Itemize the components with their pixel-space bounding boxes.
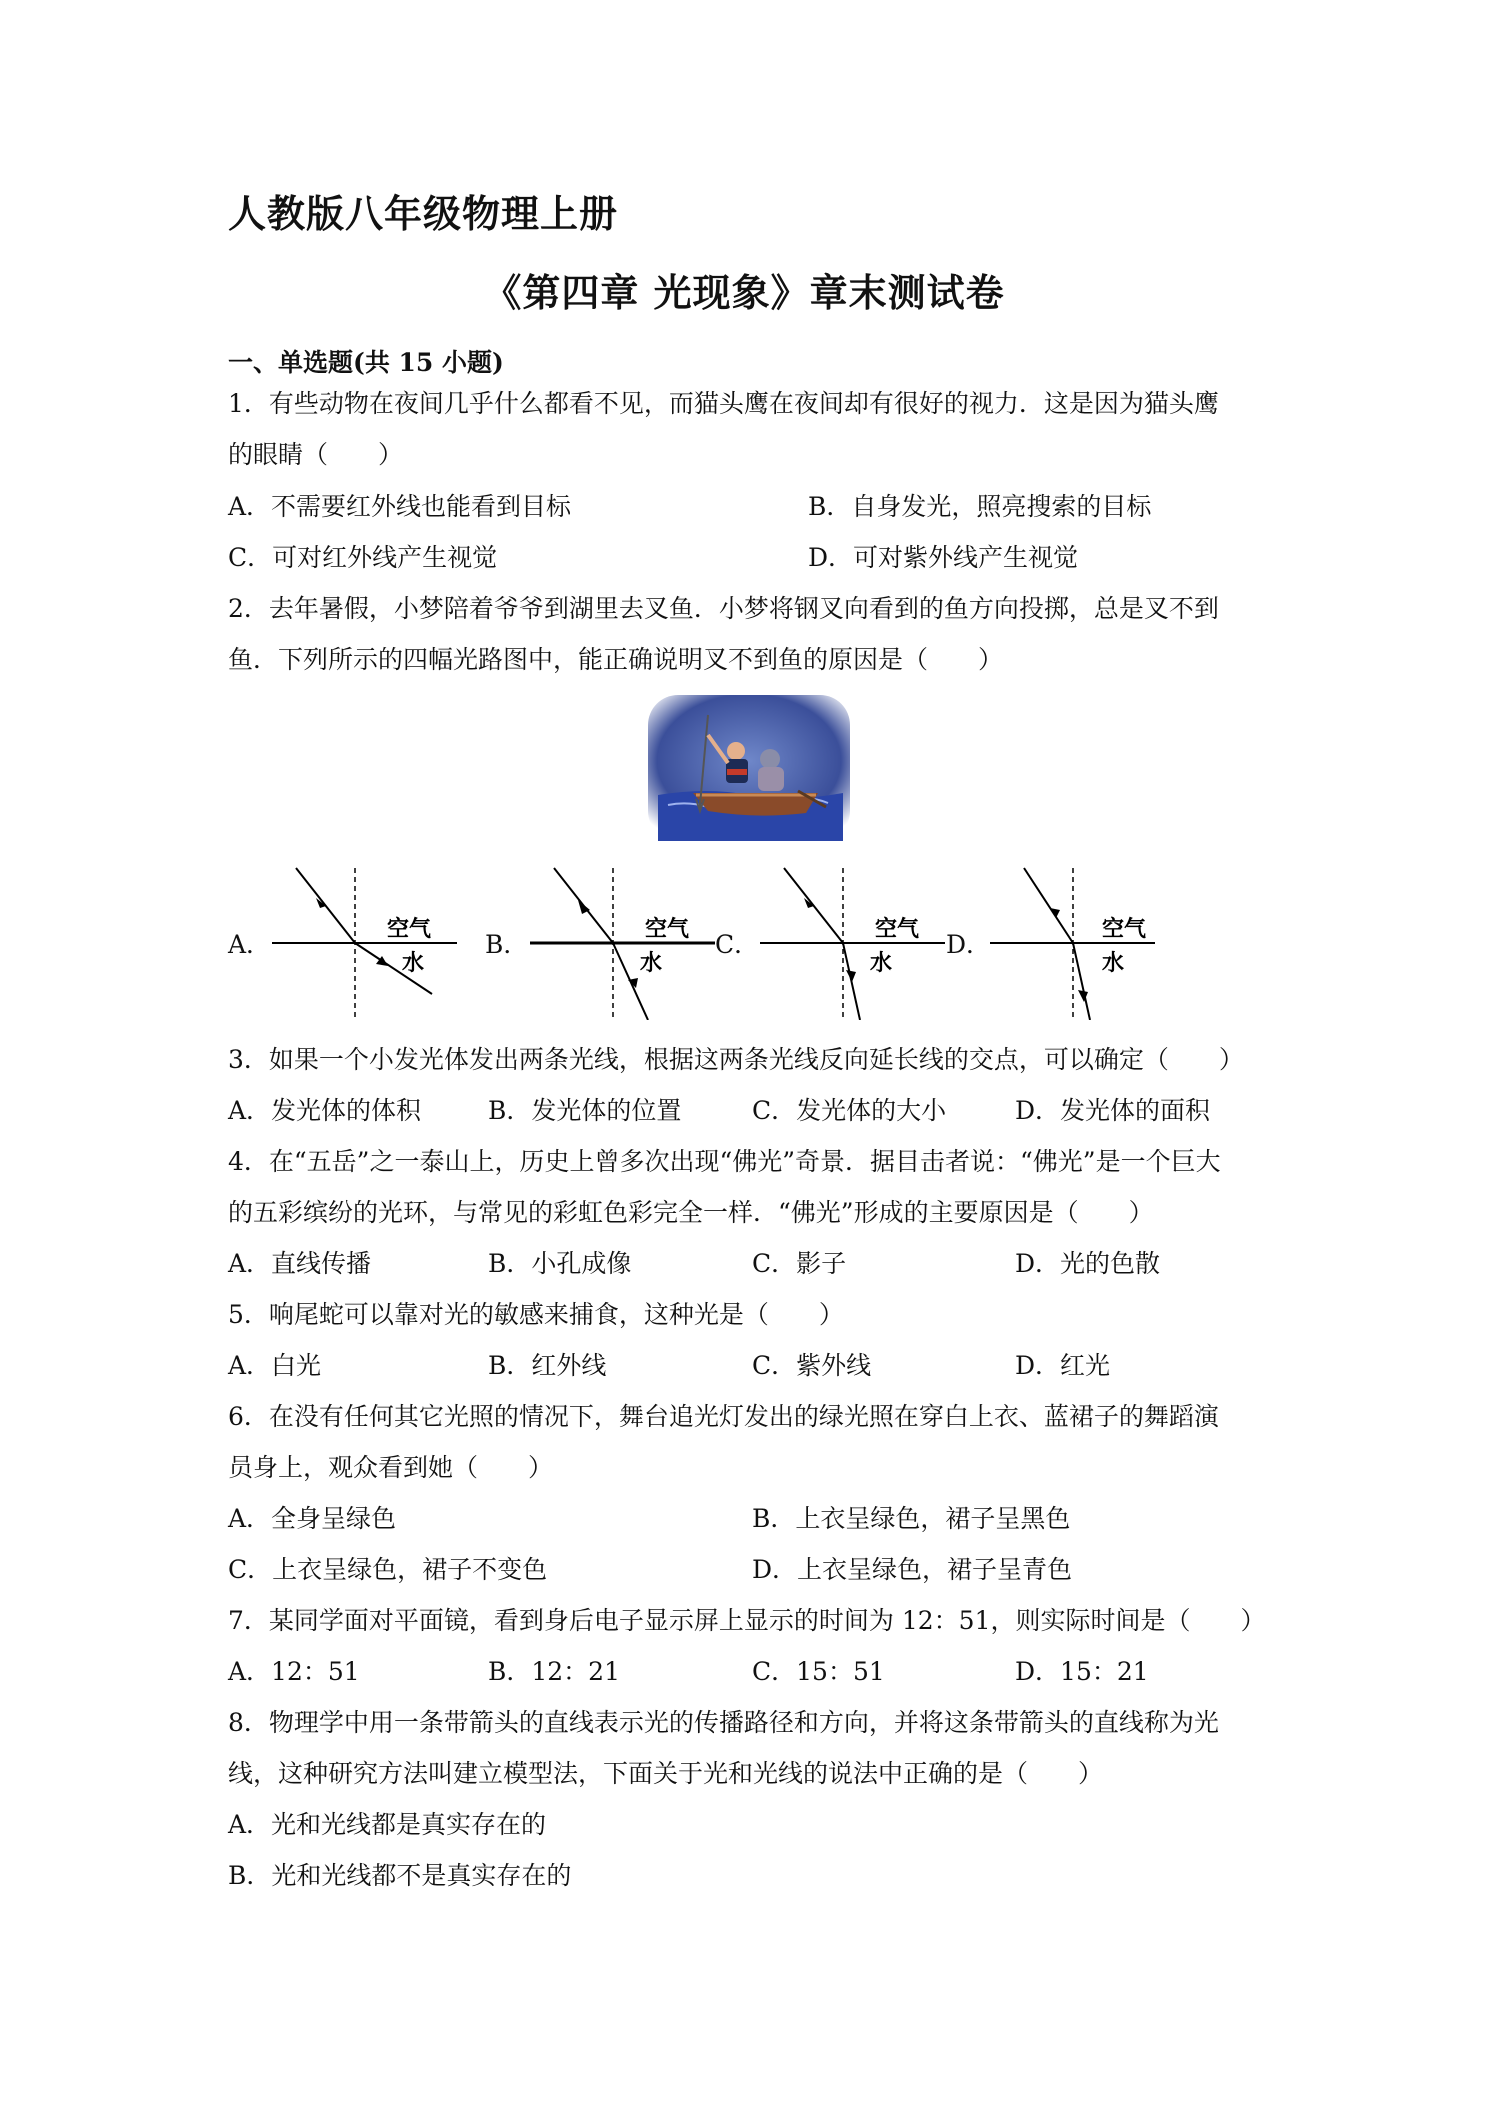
q5-text-line1: 5．响尾蛇可以靠对光的敏感来捕食，这种光是（ ） — [228, 1300, 844, 1329]
q6-text-line1: 6．在没有任何其它光照的情况下，舞台追光灯发出的绿光照在穿白上衣、蓝裙子的舞蹈演 — [228, 1402, 1219, 1431]
document-title: 人教版八年级物理上册 — [228, 192, 619, 236]
q2-diagram-a-air-label: 空气 — [387, 917, 432, 942]
q2-diagram-b-water-label: 水 — [640, 951, 663, 976]
q2-diagram-c — [760, 860, 960, 1020]
q2-diagram-c-water-label: 水 — [870, 951, 893, 976]
q2-diagram-label-b: B． — [485, 930, 529, 959]
q2-text-line1: 2．去年暑假，小梦陪着爷爷到湖里去叉鱼．小梦将钢叉向看到的鱼方向投掷，总是叉不到 — [228, 594, 1219, 623]
q3-option-b: B．发光体的位置 — [488, 1096, 682, 1125]
q7-option-a: A．12：51 — [228, 1657, 360, 1686]
q8-text-line2: 线，这种研究方法叫建立模型法，下面关于光和光线的说法中正确的是（ ） — [228, 1759, 1104, 1788]
q1-option-b: B．自身发光，照亮搜索的目标 — [808, 492, 1152, 521]
q2-diagram-d-water-label: 水 — [1102, 951, 1125, 976]
q7-text-line1: 7．某同学面对平面镜，看到身后电子显示屏上显示的时间为 12：51，则实际时间是（ ） — [228, 1606, 1266, 1635]
q6-text-line2: 员身上，观众看到她（ ） — [228, 1453, 554, 1482]
q7-option-b: B．12：21 — [488, 1657, 620, 1686]
q4-option-a: A．直线传播 — [228, 1249, 372, 1278]
q4-text-line1: 4．在“五岳”之一泰山上，历史上曾多次出现“佛光”奇景．据目击者说：“佛光”是一个巨大 — [228, 1147, 1221, 1176]
q6-option-d: D．上衣呈绿色，裙子呈青色 — [752, 1555, 1073, 1584]
q2-diagram-label-d: D． — [946, 930, 992, 959]
q2-diagram-a-water-label: 水 — [402, 951, 425, 976]
q6-option-a: A．全身呈绿色 — [228, 1504, 397, 1533]
q8-option-a: A．光和光线都是真实存在的 — [228, 1810, 547, 1839]
q2-diagram-label-a: A． — [228, 930, 272, 959]
q2-diagram-c-air-label: 空气 — [875, 917, 920, 942]
q2-diagram-d — [990, 860, 1190, 1020]
q1-text-line1: 1．有些动物在夜间几乎什么都看不见，而猫头鹰在夜间却有很好的视力．这是因为猫头鹰 — [228, 389, 1219, 418]
q3-option-a: A．发光体的体积 — [228, 1096, 422, 1125]
q8-text-line1: 8．物理学中用一条带箭头的直线表示光的传播路径和方向，并将这条带箭头的直线称为光 — [228, 1708, 1219, 1737]
q5-option-d: D．红光 — [1015, 1351, 1111, 1380]
document-subtitle: 《第四章 光现象》章末测试卷 — [483, 271, 1005, 315]
q3-option-d: D．发光体的面积 — [1015, 1096, 1211, 1125]
q4-option-d: D．光的色散 — [1015, 1249, 1161, 1278]
q1-text-line2: 的眼睛（ ） — [228, 440, 404, 469]
q3-text-line1: 3．如果一个小发光体发出两条光线，根据这两条光线反向延长线的交点，可以确定（ ） — [228, 1045, 1244, 1074]
q6-option-b: B．上衣呈绿色，裙子呈黑色 — [752, 1504, 1071, 1533]
q2-diagram-b — [530, 860, 730, 1020]
q7-option-d: D．15：21 — [1015, 1657, 1149, 1686]
q1-option-c: C．可对红外线产生视觉 — [228, 543, 498, 572]
q4-option-c: C．影子 — [752, 1249, 847, 1278]
fishing-illustration — [648, 695, 850, 841]
q1-option-a: A．不需要红外线也能看到目标 — [228, 492, 572, 521]
q2-text-line2: 鱼．下列所示的四幅光路图中，能正确说明叉不到鱼的原因是（ ） — [228, 645, 1004, 674]
q4-text-line2: 的五彩缤纷的光环，与常见的彩虹色彩完全一样．“佛光”形成的主要原因是（ ） — [228, 1198, 1154, 1227]
section-heading: 一、单选题(共 15 小题) — [228, 348, 504, 377]
q5-option-c: C．紫外线 — [752, 1351, 872, 1380]
q1-option-d: D．可对紫外线产生视觉 — [808, 543, 1079, 572]
q4-option-b: B．小孔成像 — [488, 1249, 632, 1278]
q2-diagram-label-c: C． — [715, 930, 760, 959]
q2-diagram-b-air-label: 空气 — [645, 917, 690, 942]
q3-option-c: C．发光体的大小 — [752, 1096, 947, 1125]
q8-option-b: B．光和光线都不是真实存在的 — [228, 1861, 572, 1890]
q7-option-c: C．15：51 — [752, 1657, 885, 1686]
q5-option-b: B．红外线 — [488, 1351, 607, 1380]
q5-option-a: A．白光 — [228, 1351, 322, 1380]
q6-option-c: C．上衣呈绿色，裙子不变色 — [228, 1555, 548, 1584]
q2-diagram-a — [272, 860, 472, 1020]
q2-diagram-d-air-label: 空气 — [1102, 917, 1147, 942]
